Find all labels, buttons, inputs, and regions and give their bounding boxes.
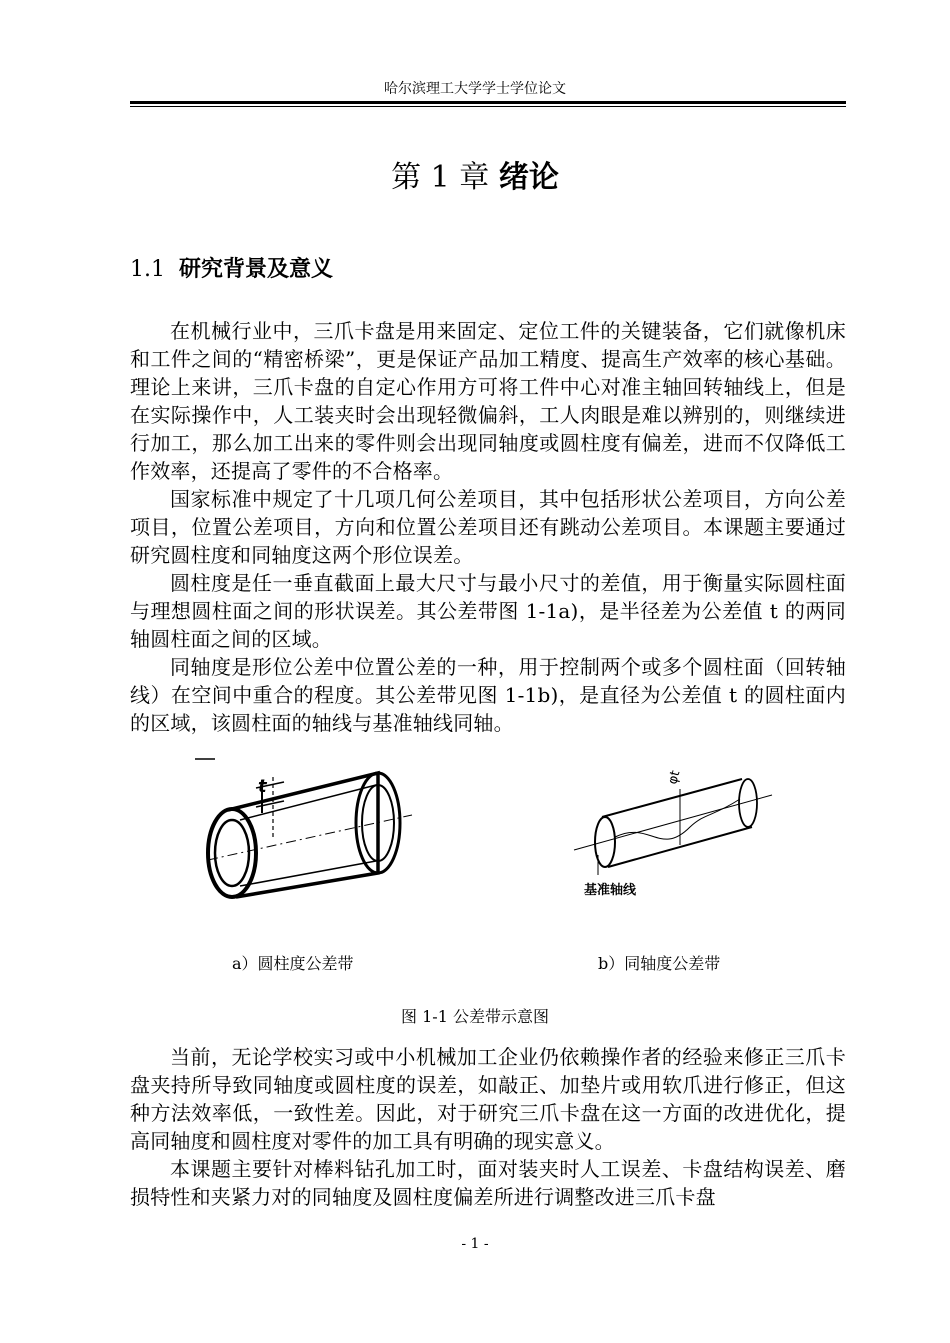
- section-title: [130, 252, 333, 283]
- label-t: t: [258, 776, 267, 797]
- figure-1-1: [0, 755, 950, 995]
- figure-drawings: [0, 755, 950, 995]
- paragraph-5: 当前，无论学校实习或中小机械加工企业仍依赖操作者的经验来修正三爪卡盘夹持所导致同轴度或圆柱度的误差，如敲正、加垫片或用软爪进行修正，但这种方法效率低，一致性差。因此，对于研究三爪卡盘在这一方面的改进优化，提高同轴度和圆柱度对零件的加工具有明确的现实意义。: [130, 1045, 846, 1153]
- caption-a: a）圆柱度公差带: [232, 954, 354, 973]
- paragraph-6: 本课题主要针对棒料钻孔加工时，面对装夹时人工误差、卡盘结构误差、磨损特性和夹紧力对的同轴度及圆柱度偏差所进行调整改进三爪卡盘: [130, 1157, 846, 1209]
- running-header: 哈尔滨理工大学学士学位论文: [384, 81, 566, 97]
- coaxiality-drawing: [574, 779, 772, 875]
- label-phi-t: φt: [665, 768, 684, 787]
- paragraph-4: 同轴度是形位公差中位置公差的一种，用于控制两个或多个圆柱面（回转轴线）在空间中重合的程度。其公差带见图 1-1b)，是直径为公差值 t 的圆柱面内的区域，该圆柱面的轴线与基准轴线同轴。: [130, 655, 846, 735]
- caption-b: b）同轴度公差带: [598, 954, 721, 973]
- chapter-title: [0, 152, 950, 196]
- section-name: 研究背景及意义: [179, 257, 334, 282]
- page-number: - 1 -: [461, 1236, 489, 1252]
- paragraph-1: 在机械行业中，三爪卡盘是用来固定、定位工件的关键装备，它们就像机床和工件之间的“精密桥梁”，更是保证产品加工精度、提高生产效率的核心基础。理论上来讲，三爪卡盘的自定心作用方可将工件中心对准主轴回转轴线上，但是在实际操作中，人工装夹时会出现轻微偏斜，工人肉眼是难以辨别的，则继续进行加工，那么加工出来的零件则会出现同轴度或圆柱度有偏差，进而不仅降低工作效率，还提高了零件的不合格率。: [130, 319, 846, 483]
- header-rule-thick: [130, 101, 846, 104]
- paragraph-3: 圆柱度是任一垂直截面上最大尺寸与最小尺寸的差值，用于衡量实际圆柱面与理想圆柱面之间的形状误差。其公差带图 1-1a)，是半径差为公差值 t 的两同轴圆柱面之间的区域。: [130, 571, 846, 651]
- header-rule-thin: [130, 106, 846, 107]
- chapter-number: 第 1 章: [391, 160, 490, 195]
- section-number: 1.1: [130, 257, 165, 282]
- chapter-name: 绪论: [498, 160, 559, 195]
- figure-title: 图 1-1 公差带示意图: [401, 1007, 549, 1026]
- paragraph-2: 国家标准中规定了十几项几何公差项目，其中包括形状公差项目，方向公差项目，位置公差项目，方向和位置公差项目还有跳动公差项目。本课题主要通过研究圆柱度和同轴度这两个形位误差。: [130, 487, 846, 567]
- cylindricity-drawing: [195, 759, 412, 897]
- label-datum-axis: 基准轴线: [584, 883, 637, 898]
